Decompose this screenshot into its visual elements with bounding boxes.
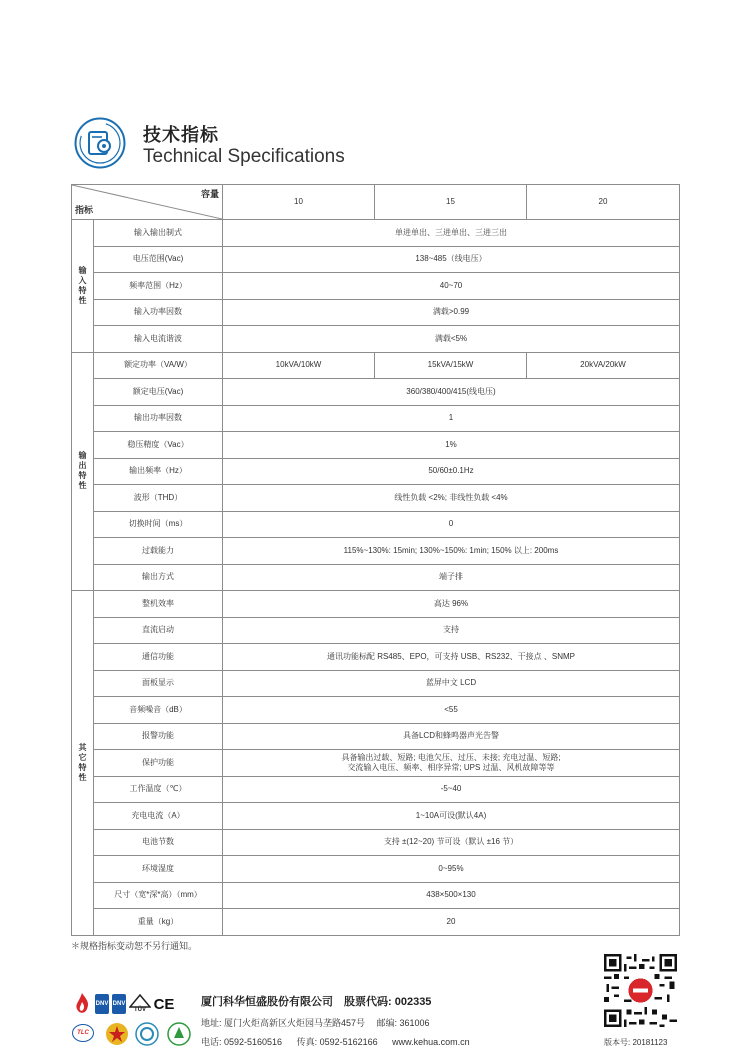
- diagonal-line: [72, 185, 222, 219]
- capacity-15: 15: [375, 185, 527, 220]
- table-row: [72, 803, 680, 830]
- row-label: 波形（THD）: [94, 485, 223, 512]
- table-header-row: [72, 185, 680, 220]
- company-address: 地址: 厦门火炬高新区火炬园马垄路457号 邮编: 361006: [201, 1018, 430, 1028]
- row-label: 环境湿度: [94, 856, 223, 883]
- row-label: 通信功能: [94, 644, 223, 671]
- group-other: 其它特性: [72, 591, 94, 936]
- corner-indicator-label: 指标: [75, 205, 94, 215]
- row-value: 端子排: [223, 564, 680, 591]
- table-row: [72, 670, 680, 697]
- row-value: 满载<5%: [223, 326, 680, 353]
- table-row: [72, 723, 680, 750]
- table-row: [72, 246, 680, 273]
- row-label: 整机效率: [94, 591, 223, 618]
- footnote: ＊规格指标变动恕不另行通知。: [71, 941, 198, 951]
- row-value: 单进单出、三进单出、三进三出: [223, 220, 680, 247]
- table-row: [72, 458, 680, 485]
- row-label: 额定功率（VA/W）: [94, 352, 223, 379]
- row-label: 工作温度（℃）: [94, 776, 223, 803]
- qr-code-icon[interactable]: [604, 954, 677, 1027]
- row-value: 0~95%: [223, 856, 680, 883]
- quality-cert-icon: [135, 1022, 159, 1046]
- row-label: 保护功能: [94, 750, 223, 777]
- flame-logo-icon: [72, 992, 92, 1016]
- table-row: [72, 405, 680, 432]
- row-label: 过载能力: [94, 538, 223, 565]
- row-value: 20: [223, 909, 680, 936]
- protection-line-2: 交流输入电压、频率、相序异常; UPS 过温、风机故障等等: [347, 762, 555, 772]
- corner-capacity-label: 容量: [200, 189, 219, 199]
- row-value: 满载>0.99: [223, 299, 680, 326]
- table-row: [72, 432, 680, 459]
- table-row: [72, 220, 680, 247]
- tuv-label: TÜV: [134, 1006, 146, 1013]
- row-label: 尺寸（宽*深*高）（mm）: [94, 882, 223, 909]
- row-value: 138~485（线电压）: [223, 246, 680, 273]
- fax: 传真: 0592-5162166: [296, 1037, 378, 1047]
- row-value: 1: [223, 405, 680, 432]
- row-value: 1~10A可设(默认4A): [223, 803, 680, 830]
- protection-line-1: 具备输出过载、短路; 电池欠压、过压、未接; 充电过温、短路;: [341, 752, 561, 762]
- page-title-cn: 技术指标: [143, 125, 219, 145]
- row-value: 15kVA/15kW: [375, 352, 527, 379]
- ce-mark-icon: CE: [153, 995, 175, 1013]
- row-value: 具备LCD和蜂鸣器声光告警: [223, 723, 680, 750]
- table-row: [72, 352, 680, 379]
- row-value: 0: [223, 511, 680, 538]
- table-row: [72, 697, 680, 724]
- gear-doc-icon: [74, 117, 126, 169]
- environment-cert-icon: [167, 1022, 191, 1046]
- award-badge-icon: [105, 1022, 129, 1046]
- row-label: 电池节数: [94, 829, 223, 856]
- row-value: 支持: [223, 617, 680, 644]
- row-value: 10kVA/10kW: [223, 352, 375, 379]
- table-row: [72, 591, 680, 618]
- row-value: -5~40: [223, 776, 680, 803]
- row-label: 输入功率因数: [94, 299, 223, 326]
- table-row: [72, 644, 680, 671]
- row-value: 蓝屏中文 LCD: [223, 670, 680, 697]
- row-label: 直流启动: [94, 617, 223, 644]
- table-row: [72, 750, 680, 777]
- row-label: 输入电流谐波: [94, 326, 223, 353]
- row-value: 1%: [223, 432, 680, 459]
- website-link[interactable]: www.kehua.com.cn: [392, 1037, 470, 1047]
- table-row: [72, 326, 680, 353]
- row-value: 20kVA/20kW: [527, 352, 680, 379]
- company-name: 厦门科华恒盛股份有限公司 股票代码: 002335: [201, 996, 432, 1008]
- table-row: [72, 856, 680, 883]
- row-value: 通讯功能标配 RS485、EPO，可支持 USB、RS232、干接点 、SNMP: [223, 644, 680, 671]
- row-value: <55: [223, 697, 680, 724]
- row-label: 重量（kg）: [94, 909, 223, 936]
- row-label: 稳压精度（Vac）: [94, 432, 223, 459]
- table-row: [72, 485, 680, 512]
- group-input: 输入特性: [72, 220, 94, 353]
- row-value: 支持 ±(12~20) 节可设（默认 ±16 节）: [223, 829, 680, 856]
- row-label: 报警功能: [94, 723, 223, 750]
- row-label: 频率范围（Hz）: [94, 273, 223, 300]
- row-label: 电压范围(Vac): [94, 246, 223, 273]
- group-output: 输出特性: [72, 352, 94, 591]
- row-label: 输出频率（Hz）: [94, 458, 223, 485]
- row-value: 50/60±0.1Hz: [223, 458, 680, 485]
- table-row: [72, 511, 680, 538]
- table-row: [72, 829, 680, 856]
- dnv-cert-icon-1: DNV: [95, 994, 109, 1014]
- table-row: [72, 909, 680, 936]
- row-value: 360/380/400/415(线电压): [223, 379, 680, 406]
- row-value: 438×500×130: [223, 882, 680, 909]
- row-label: 音频噪音（dB）: [94, 697, 223, 724]
- table-row: [72, 776, 680, 803]
- table-row: [72, 882, 680, 909]
- dnv-cert-icon-2: DNV: [112, 994, 126, 1014]
- table-row: [72, 617, 680, 644]
- row-value: 线性负载 <2%; 非线性负载 <4%: [223, 485, 680, 512]
- row-value: [223, 750, 680, 777]
- table-row: [72, 273, 680, 300]
- table-row: [72, 564, 680, 591]
- row-value: 115%~130%: 15min; 130%~150%: 1min; 150% 以上: 200ms: [223, 538, 680, 565]
- row-label: 输出方式: [94, 564, 223, 591]
- spec-table: [71, 184, 680, 936]
- row-label: 面板显示: [94, 670, 223, 697]
- page-title-en: Technical Specifications: [143, 146, 345, 167]
- version-number: 版本号: 20181123: [604, 1038, 668, 1047]
- capacity-10: 10: [223, 185, 375, 220]
- row-value: 高达 96%: [223, 591, 680, 618]
- contact-info: [201, 1035, 482, 1048]
- row-label: 额定电压(Vac): [94, 379, 223, 406]
- row-label: 切换时间（ms）: [94, 511, 223, 538]
- phone: 电话: 0592-5160516: [201, 1037, 283, 1047]
- row-value: 40~70: [223, 273, 680, 300]
- row-label: 输入输出制式: [94, 220, 223, 247]
- table-row: [72, 538, 680, 565]
- corner-cell: [72, 185, 223, 220]
- table-row: [72, 299, 680, 326]
- certification-logos: [72, 992, 192, 1048]
- tlc-cert-icon: TLC: [72, 1024, 94, 1042]
- row-label: 输出功率因数: [94, 405, 223, 432]
- capacity-20: 20: [527, 185, 680, 220]
- table-row: [72, 379, 680, 406]
- row-label: 充电电流（A）: [94, 803, 223, 830]
